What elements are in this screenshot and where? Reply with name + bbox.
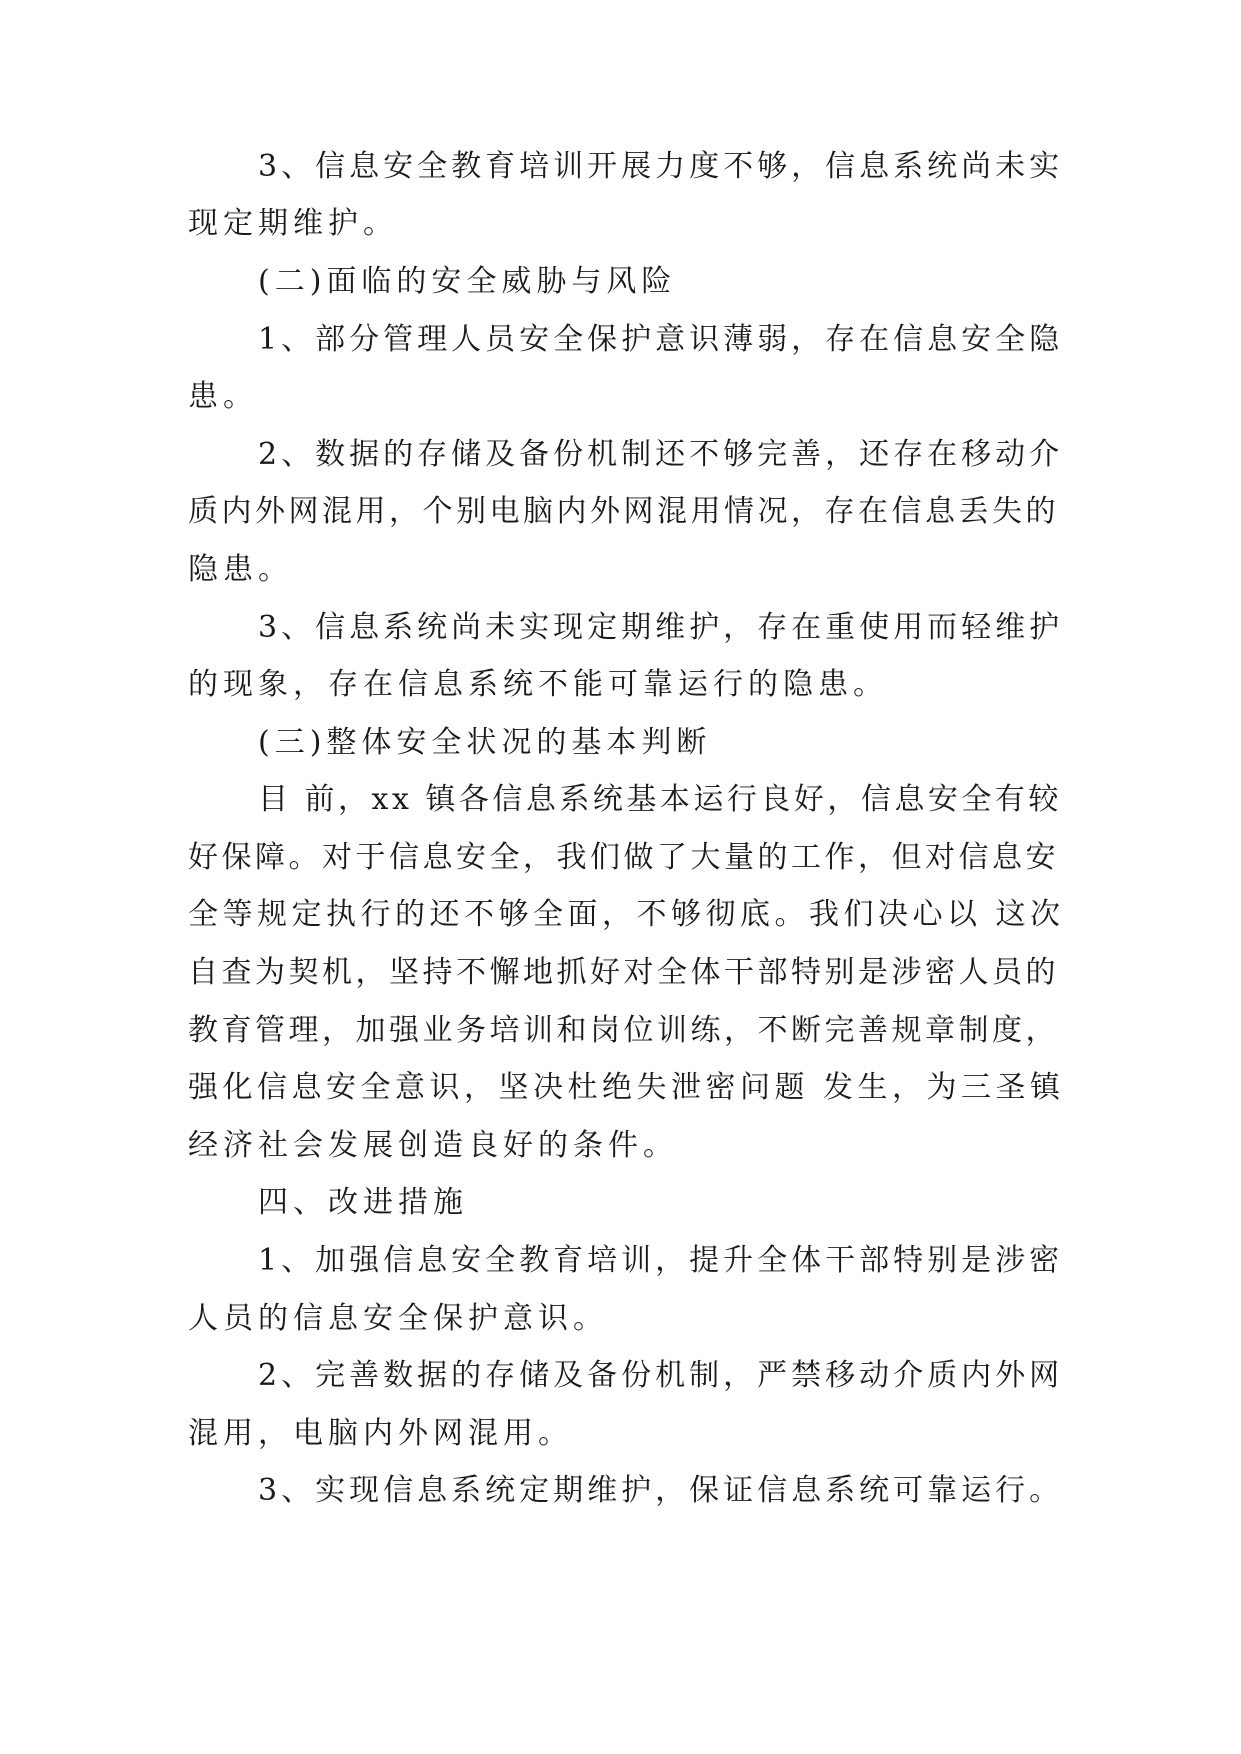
- text-line: 3、实现信息系统定期维护，保证信息系统可靠运行。: [258, 1473, 1064, 1508]
- text-line: 经济社会发展创造良好的条件。: [188, 1128, 678, 1163]
- text-line: 的现象，存在信息系统不能可靠运行的隐患。: [188, 667, 888, 702]
- text-line: 强化信息安全意识，坚决杜绝失泄密问题 发生，为三圣镇: [188, 1070, 1065, 1105]
- text-line: 2、完善数据的存储及备份机制，严禁移动介质内外网: [258, 1358, 1064, 1393]
- text-line: 3、信息安全教育培训开展力度不够，信息系统尚未实: [258, 149, 1064, 184]
- section-heading: (二)面临的安全威胁与风险: [258, 264, 677, 299]
- text-line: 隐患。: [188, 552, 293, 587]
- text-line: 全等规定执行的还不够全面，不够彻底。我们决心以 这次: [188, 897, 1065, 932]
- text-line: 目 前，xx 镇各信息系统基本运行良好，信息安全有较: [258, 782, 1062, 817]
- text-line: 混用，电脑内外网混用。: [188, 1416, 573, 1451]
- text-line: 人员的信息安全保护意识。: [188, 1301, 608, 1336]
- text-line: 1、部分管理人员安全保护意识薄弱，存在信息安全隐: [258, 322, 1064, 357]
- text-line: 3、信息系统尚未实现定期维护，存在重使用而轻维护: [258, 610, 1064, 645]
- text-line: 1、加强信息安全教育培训，提升全体干部特别是涉密: [258, 1243, 1064, 1278]
- text-line: 2、数据的存储及备份机制还不够完善，还存在移动介: [258, 437, 1064, 472]
- section-heading: (三)整体安全状况的基本判断: [258, 725, 712, 760]
- text-line: 质内外网混用，个别电脑内外网混用情况，存在信息丢失的: [188, 494, 1059, 529]
- text-line: 好保障。对于信息安全，我们做了大量的工作，但对信息安: [188, 840, 1059, 875]
- text-line: 现定期维护。: [188, 206, 398, 241]
- text-line: 患。: [188, 379, 258, 414]
- text-line: 自查为契机，坚持不懈地抓好对全体干部特别是涉密人员的: [188, 955, 1059, 990]
- section-heading: 四、改进措施: [258, 1185, 468, 1220]
- text-line: 教育管理，加强业务培训和岗位训练，不断完善规章制度，: [188, 1013, 1059, 1048]
